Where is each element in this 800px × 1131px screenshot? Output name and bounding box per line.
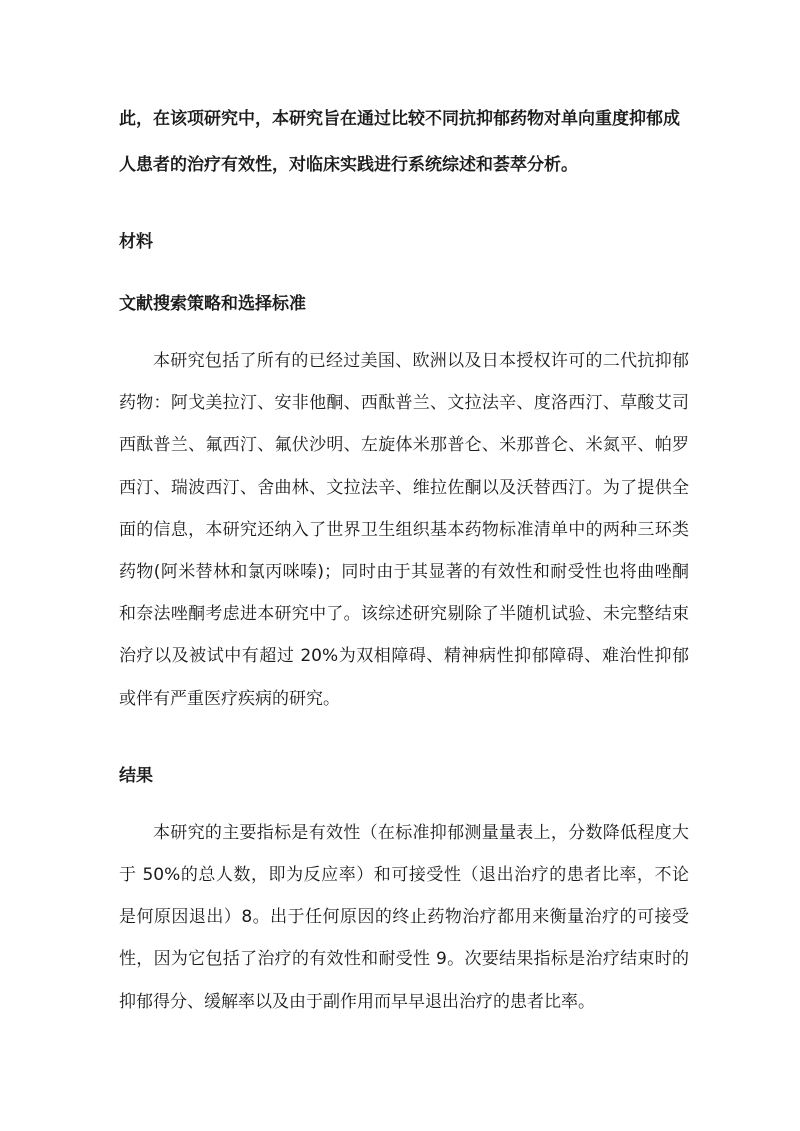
section-heading-results: 结果 [119, 765, 153, 786]
search-strategy-paragraph: 本研究包括了所有的已经过美国、欧洲以及日本授权许可的二代抗抑郁药物：阿戈美拉汀、安非他酮、西酞普兰、文拉法辛、度洛西汀、草酸艾司西酞普兰、氟西汀、氟伏沙明、左旋体米那普仑、米那普仑、米氮平、帕罗西汀、瑞波西汀、舍曲林、文拉法辛、维拉佐酮以及沃替西汀。为了提供全面的信息，本研究还纳入了世界卫生组织基本药物标准清单中的两种三环类药物(阿米替林和氯丙咪嗪)；同时由于其显著的有效性和耐受性也将曲唑酮和奈法唑酮考虑进本研究中了。该综述研究剔除了半随机试验、未完整结束治疗以及被试中有超过 20%为双相障碍、精神病性抑郁障碍、难治性抑郁或伴有严重医疗疾病的研究。 [119, 351, 689, 709]
results-paragraph: 本研究的主要指标是有效性（在标准抑郁测量量表上，分数降低程度大于 50%的总人数，即为反应率）和可接受性（退出治疗的患者比率，不论是何原因退出）8。出于任何原因的终止药物治疗都用来衡量治疗的可接受性，因为它包括了治疗的有效性和耐受性 9。次要结果指标是治疗结束时的抑郁得分、缓解率以及由于副作用而早早退出治疗的患者比率。 [119, 822, 689, 1012]
intro-paragraph: 此，在该项研究中，本研究旨在通过比较不同抗抑郁药物对单向重度抑郁成人患者的治疗有效性，对临床实践进行系统综述和荟萃分析。 [119, 109, 680, 175]
document-page [119, 96, 689, 1023]
section-heading-materials: 材料 [119, 232, 153, 252]
section-heading-search-strategy: 文献搜索策略和选择标准 [119, 294, 306, 314]
